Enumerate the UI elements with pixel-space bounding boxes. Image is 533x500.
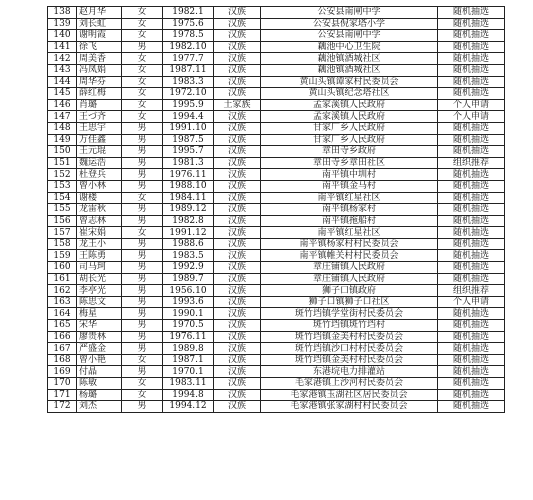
table-row [48, 18, 505, 30]
name-cell: 曾小艳 [77, 354, 122, 366]
gender-cell: 男 [122, 343, 163, 355]
table-row [48, 64, 505, 76]
table-row [48, 320, 505, 332]
birth-date-cell: 1995.7 [163, 146, 214, 158]
ethnicity-cell: 汉族 [214, 401, 261, 413]
selection-method-cell: 随机抽选 [438, 76, 505, 88]
birth-date-cell: 1991.10 [163, 122, 214, 134]
birth-date-cell: 1989.12 [163, 204, 214, 216]
row-number-cell: 138 [48, 7, 77, 19]
birth-date-cell: 1987.11 [163, 64, 214, 76]
row-number-cell: 157 [48, 227, 77, 239]
gender-cell: 男 [122, 331, 163, 343]
gender-cell: 男 [122, 262, 163, 274]
selection-method-cell: 随机抽选 [438, 134, 505, 146]
birth-date-cell: 1970.5 [163, 320, 214, 332]
selection-method-cell: 随机抽选 [438, 215, 505, 227]
selection-method-cell: 随机抽选 [438, 122, 505, 134]
table-row [48, 250, 505, 262]
row-number-cell: 155 [48, 204, 77, 216]
selection-method-cell: 随机抽选 [438, 41, 505, 53]
gender-cell: 男 [122, 238, 163, 250]
row-number-cell: 148 [48, 122, 77, 134]
selection-method-cell: 随机抽选 [438, 18, 505, 30]
row-number-cell: 139 [48, 18, 77, 30]
workplace-cell: 孟家溪镇人民政府 [261, 111, 438, 123]
selection-method-cell: 组织推荐 [438, 285, 505, 297]
ethnicity-cell: 汉族 [214, 238, 261, 250]
row-number-cell: 142 [48, 53, 77, 65]
selection-method-cell: 随机抽选 [438, 273, 505, 285]
selection-method-cell: 随机抽选 [438, 88, 505, 100]
selection-method-cell: 随机抽选 [438, 366, 505, 378]
name-cell: 杨璐 [77, 389, 122, 401]
workplace-cell: 黄山头镇谭家村民委员会 [261, 76, 438, 88]
selection-method-cell: 随机抽选 [438, 204, 505, 216]
gender-cell: 女 [122, 64, 163, 76]
row-number-cell: 143 [48, 64, 77, 76]
birth-date-cell: 1981.3 [163, 157, 214, 169]
selection-method-cell: 随机抽选 [438, 389, 505, 401]
selection-method-cell: 随机抽选 [438, 308, 505, 320]
workplace-cell: 公安县南闸中学 [261, 30, 438, 42]
selection-method-cell: 随机抽选 [438, 262, 505, 274]
birth-date-cell: 1956.10 [163, 285, 214, 297]
selection-method-cell: 随机抽选 [438, 401, 505, 413]
ethnicity-cell: 汉族 [214, 354, 261, 366]
birth-date-cell: 1994.12 [163, 401, 214, 413]
table-row [48, 122, 505, 134]
name-cell: 刘杰 [77, 401, 122, 413]
name-cell: 胡长光 [77, 273, 122, 285]
gender-cell: 女 [122, 111, 163, 123]
selection-method-cell: 随机抽选 [438, 53, 505, 65]
birth-date-cell: 1990.1 [163, 308, 214, 320]
workplace-cell: 斑竹垱镇学堂街村民委员会 [261, 308, 438, 320]
table-row [48, 111, 505, 123]
selection-method-cell: 个人申请 [438, 111, 505, 123]
gender-cell: 女 [122, 378, 163, 390]
birth-date-cell: 1983.11 [163, 378, 214, 390]
table-row [48, 343, 505, 355]
gender-cell: 女 [122, 88, 163, 100]
table-row [48, 262, 505, 274]
workplace-cell: 藕池镇酒城社区 [261, 53, 438, 65]
gender-cell: 男 [122, 285, 163, 297]
workplace-cell: 斑竹垱镇金美村村民委员会 [261, 331, 438, 343]
birth-date-cell: 1975.6 [163, 18, 214, 30]
ethnicity-cell: 汉族 [214, 111, 261, 123]
row-number-cell: 172 [48, 401, 77, 413]
name-cell: 陈思文 [77, 296, 122, 308]
table-row [48, 215, 505, 227]
row-number-cell: 154 [48, 192, 77, 204]
name-cell: 严盛金 [77, 343, 122, 355]
table-row [48, 204, 505, 216]
row-number-cell: 147 [48, 111, 77, 123]
ethnicity-cell: 汉族 [214, 169, 261, 181]
name-cell: 王づ齐 [77, 111, 122, 123]
row-number-cell: 164 [48, 308, 77, 320]
ethnicity-cell: 汉族 [214, 227, 261, 239]
gender-cell: 男 [122, 273, 163, 285]
gender-cell: 女 [122, 76, 163, 88]
row-number-cell: 153 [48, 180, 77, 192]
birth-date-cell: 1982.1 [163, 7, 214, 19]
workplace-cell: 藕池中心卫生院 [261, 41, 438, 53]
workplace-cell: 南平镇中圳村 [261, 169, 438, 181]
gender-cell: 女 [122, 227, 163, 239]
name-cell: 崔宋娟 [77, 227, 122, 239]
row-number-cell: 160 [48, 262, 77, 274]
workplace-cell: 甘家厂乡人民政府 [261, 122, 438, 134]
birth-date-cell: 1984.11 [163, 192, 214, 204]
workplace-cell: 甘家厂乡人民政府 [261, 134, 438, 146]
ethnicity-cell: 汉族 [214, 88, 261, 100]
gender-cell: 女 [122, 99, 163, 111]
table-row [48, 76, 505, 88]
workplace-cell: 黄山头镇纪念塔社区 [261, 88, 438, 100]
table-row [48, 192, 505, 204]
gender-cell: 女 [122, 354, 163, 366]
birth-date-cell: 1977.7 [163, 53, 214, 65]
selection-method-cell: 组织推荐 [438, 157, 505, 169]
row-number-cell: 166 [48, 331, 77, 343]
birth-date-cell: 1976.11 [163, 169, 214, 181]
selection-method-cell: 随机抽选 [438, 354, 505, 366]
gender-cell: 男 [122, 250, 163, 262]
table-row [48, 30, 505, 42]
gender-cell: 男 [122, 215, 163, 227]
table-row [48, 354, 505, 366]
workplace-cell: 毛家港镇玉湖社区居民委员会 [261, 389, 438, 401]
birth-date-cell: 1972.10 [163, 88, 214, 100]
row-number-cell: 145 [48, 88, 77, 100]
ethnicity-cell: 汉族 [214, 192, 261, 204]
selection-method-cell: 随机抽选 [438, 238, 505, 250]
birth-date-cell: 1983.3 [163, 76, 214, 88]
table-row [48, 366, 505, 378]
workplace-cell: 章庄铺镇人民政府 [261, 273, 438, 285]
ethnicity-cell: 汉族 [214, 366, 261, 378]
birth-date-cell: 1970.1 [163, 366, 214, 378]
table-row [48, 238, 505, 250]
workplace-cell: 公安县倪家塔小学 [261, 18, 438, 30]
gender-cell: 女 [122, 7, 163, 19]
ethnicity-cell: 汉族 [214, 215, 261, 227]
workplace-cell: 公安县南闸中学 [261, 7, 438, 19]
birth-date-cell: 1983.5 [163, 250, 214, 262]
row-number-cell: 162 [48, 285, 77, 297]
table-row [48, 401, 505, 413]
table-row [48, 169, 505, 181]
row-number-cell: 169 [48, 366, 77, 378]
selection-method-cell: 随机抽选 [438, 227, 505, 239]
row-number-cell: 140 [48, 30, 77, 42]
roster-body [48, 7, 505, 413]
row-number-cell: 156 [48, 215, 77, 227]
row-number-cell: 168 [48, 354, 77, 366]
workplace-cell: 南平镇拖船村 [261, 215, 438, 227]
name-cell: 王陈勇 [77, 250, 122, 262]
table-row [48, 285, 505, 297]
table-row [48, 41, 505, 53]
birth-date-cell: 1994.4 [163, 111, 214, 123]
gender-cell: 男 [122, 169, 163, 181]
row-number-cell: 159 [48, 250, 77, 262]
selection-method-cell: 随机抽选 [438, 331, 505, 343]
gender-cell: 女 [122, 53, 163, 65]
row-number-cell: 158 [48, 238, 77, 250]
workplace-cell: 章庄铺镇人民政府 [261, 262, 438, 274]
birth-date-cell: 1991.12 [163, 227, 214, 239]
ethnicity-cell: 汉族 [214, 122, 261, 134]
gender-cell: 男 [122, 320, 163, 332]
birth-date-cell: 1994.8 [163, 389, 214, 401]
table-row [48, 88, 505, 100]
name-cell: 陈敏 [77, 378, 122, 390]
ethnicity-cell: 汉族 [214, 146, 261, 158]
workplace-cell: 斑竹垱镇斑竹垱村 [261, 320, 438, 332]
name-cell: 周美香 [77, 53, 122, 65]
gender-cell: 男 [122, 157, 163, 169]
birth-date-cell: 1982.8 [163, 215, 214, 227]
gender-cell: 女 [122, 30, 163, 42]
ethnicity-cell: 汉族 [214, 204, 261, 216]
ethnicity-cell: 汉族 [214, 157, 261, 169]
ethnicity-cell: 汉族 [214, 308, 261, 320]
gender-cell: 男 [122, 146, 163, 158]
birth-date-cell: 1988.6 [163, 238, 214, 250]
name-cell: 薛红梅 [77, 88, 122, 100]
table-row [48, 331, 505, 343]
name-cell: 王元琨 [77, 146, 122, 158]
name-cell: 付晶 [77, 366, 122, 378]
birth-date-cell: 1989.7 [163, 273, 214, 285]
name-cell: 杜登兵 [77, 169, 122, 181]
row-number-cell: 171 [48, 389, 77, 401]
gender-cell: 女 [122, 192, 163, 204]
ethnicity-cell: 汉族 [214, 76, 261, 88]
row-number-cell: 170 [48, 378, 77, 390]
name-cell: 曾小林 [77, 180, 122, 192]
birth-date-cell: 1976.11 [163, 331, 214, 343]
name-cell: 赵月华 [77, 7, 122, 19]
name-cell: 李亭光 [77, 285, 122, 297]
name-cell: 刘长虹 [77, 18, 122, 30]
ethnicity-cell: 汉族 [214, 285, 261, 297]
gender-cell: 男 [122, 366, 163, 378]
workplace-cell: 狮子口镇狮子口社区 [261, 296, 438, 308]
ethnicity-cell: 汉族 [214, 41, 261, 53]
table-row [48, 180, 505, 192]
name-cell: 谢楼 [77, 192, 122, 204]
row-number-cell: 151 [48, 157, 77, 169]
selection-method-cell: 随机抽选 [438, 146, 505, 158]
name-cell: 曾志林 [77, 215, 122, 227]
name-cell: 王思宇 [77, 122, 122, 134]
ethnicity-cell: 汉族 [214, 7, 261, 19]
table-row [48, 7, 505, 19]
table-row [48, 378, 505, 390]
ethnicity-cell: 汉族 [214, 273, 261, 285]
birth-date-cell: 1987.1 [163, 354, 214, 366]
row-number-cell: 165 [48, 320, 77, 332]
gender-cell: 男 [122, 296, 163, 308]
gender-cell: 男 [122, 122, 163, 134]
workplace-cell: 藕池镇酒城社区 [261, 64, 438, 76]
gender-cell: 男 [122, 180, 163, 192]
row-number-cell: 167 [48, 343, 77, 355]
ethnicity-cell: 土家族 [214, 99, 261, 111]
gender-cell: 女 [122, 18, 163, 30]
birth-date-cell: 1992.9 [163, 262, 214, 274]
workplace-cell: 东港垸电力排灌站 [261, 366, 438, 378]
table-row [48, 227, 505, 239]
table-row [48, 99, 505, 111]
row-number-cell: 152 [48, 169, 77, 181]
name-cell: 肖璐 [77, 99, 122, 111]
gender-cell: 男 [122, 308, 163, 320]
birth-date-cell: 1988.10 [163, 180, 214, 192]
ethnicity-cell: 汉族 [214, 18, 261, 30]
birth-date-cell: 1978.5 [163, 30, 214, 42]
ethnicity-cell: 汉族 [214, 378, 261, 390]
row-number-cell: 141 [48, 41, 77, 53]
selection-method-cell: 随机抽选 [438, 192, 505, 204]
workplace-cell: 狮子口镇政府 [261, 285, 438, 297]
row-number-cell: 144 [48, 76, 77, 88]
ethnicity-cell: 汉族 [214, 180, 261, 192]
name-cell: 万佳鑫 [77, 134, 122, 146]
gender-cell: 男 [122, 41, 163, 53]
name-cell: 梅星 [77, 308, 122, 320]
birth-date-cell: 1995.9 [163, 99, 214, 111]
row-number-cell: 149 [48, 134, 77, 146]
selection-method-cell: 随机抽选 [438, 169, 505, 181]
name-cell: 龙王小 [77, 238, 122, 250]
selection-method-cell: 个人申请 [438, 296, 505, 308]
ethnicity-cell: 汉族 [214, 134, 261, 146]
ethnicity-cell: 汉族 [214, 30, 261, 42]
ethnicity-cell: 汉族 [214, 389, 261, 401]
row-number-cell: 150 [48, 146, 77, 158]
table-row [48, 134, 505, 146]
row-number-cell: 146 [48, 99, 77, 111]
workplace-cell: 南平镇红星社区 [261, 192, 438, 204]
selection-method-cell: 随机抽选 [438, 180, 505, 192]
ethnicity-cell: 汉族 [214, 343, 261, 355]
gender-cell: 男 [122, 401, 163, 413]
name-cell: 司马珂 [77, 262, 122, 274]
name-cell: 宋华 [77, 320, 122, 332]
selection-method-cell: 随机抽选 [438, 378, 505, 390]
table-row [48, 146, 505, 158]
workplace-cell: 南平镇红星社区 [261, 227, 438, 239]
selection-method-cell: 随机抽选 [438, 30, 505, 42]
workplace-cell: 斑竹垱镇金美村村民委员会 [261, 354, 438, 366]
workplace-cell: 南平镇金马村 [261, 180, 438, 192]
table-row [48, 157, 505, 169]
workplace-cell: 南平镇杨家村 [261, 204, 438, 216]
workplace-cell: 孟家溪镇人民政府 [261, 99, 438, 111]
birth-date-cell: 1982.10 [163, 41, 214, 53]
birth-date-cell: 1993.6 [163, 296, 214, 308]
workplace-cell: 章田寺乡章田社区 [261, 157, 438, 169]
gender-cell: 男 [122, 204, 163, 216]
name-cell: 周华芬 [77, 76, 122, 88]
row-number-cell: 161 [48, 273, 77, 285]
selection-method-cell: 随机抽选 [438, 7, 505, 19]
row-number-cell: 163 [48, 296, 77, 308]
ethnicity-cell: 汉族 [214, 53, 261, 65]
workplace-cell: 南平镇帷关村村民委员会 [261, 250, 438, 262]
workplace-cell: 南平镇杨家村村民委员会 [261, 238, 438, 250]
workplace-cell: 斑竹垱镇沙口村村民委员会 [261, 343, 438, 355]
name-cell: 魏运浩 [77, 157, 122, 169]
selection-method-cell: 个人申请 [438, 99, 505, 111]
name-cell: 龙雷秋 [77, 204, 122, 216]
workplace-cell: 毛家港镇上沙河村民委员会 [261, 378, 438, 390]
ethnicity-cell: 汉族 [214, 262, 261, 274]
name-cell: 廖贵林 [77, 331, 122, 343]
table-row [48, 273, 505, 285]
roster-table [47, 6, 505, 413]
name-cell: 谢明霞 [77, 30, 122, 42]
table-row [48, 389, 505, 401]
table-row [48, 308, 505, 320]
table-row [48, 296, 505, 308]
ethnicity-cell: 汉族 [214, 320, 261, 332]
birth-date-cell: 1989.8 [163, 343, 214, 355]
gender-cell: 男 [122, 134, 163, 146]
selection-method-cell: 随机抽选 [438, 64, 505, 76]
ethnicity-cell: 汉族 [214, 64, 261, 76]
name-cell: 冯凤娟 [77, 64, 122, 76]
workplace-cell: 毛家港镇张家湖村村民委员会 [261, 401, 438, 413]
birth-date-cell: 1987.5 [163, 134, 214, 146]
selection-method-cell: 随机抽选 [438, 343, 505, 355]
ethnicity-cell: 汉族 [214, 296, 261, 308]
ethnicity-cell: 汉族 [214, 331, 261, 343]
name-cell: 徐飞 [77, 41, 122, 53]
table-row [48, 53, 505, 65]
workplace-cell: 章田寺乡政府 [261, 146, 438, 158]
gender-cell: 女 [122, 389, 163, 401]
ethnicity-cell: 汉族 [214, 250, 261, 262]
selection-method-cell: 随机抽选 [438, 250, 505, 262]
selection-method-cell: 随机抽选 [438, 320, 505, 332]
